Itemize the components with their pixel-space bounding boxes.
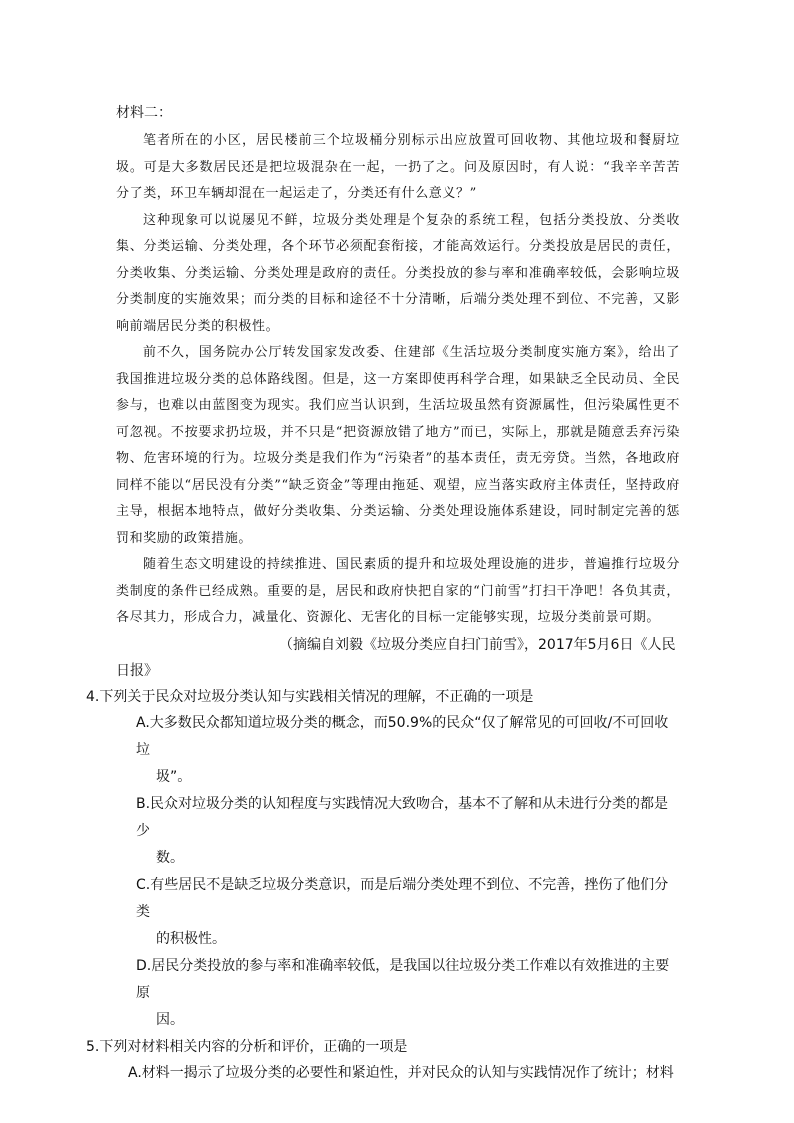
- q4-option-c: [136, 872, 680, 953]
- question-4-stem: 4.下列关于民众对垃圾分类认知与实践相关情况的理解，不正确的一项是: [86, 688, 534, 705]
- paragraph-4: 随着生态文明建设的持续推进、国民素质的提升和垃圾处理设施的进步，普遍推行垃圾分类制度的条件已经成熟。重要的是，居民和政府快把自家的“门前雪”打扫干净吧！各负其责，各尽其力，形成合力，减量化、资源化、无害化的目标一定能够实现，垃圾分类前景可期。: [116, 557, 680, 625]
- q4-option-d: [136, 953, 680, 1034]
- q4-option-c-line1: C.有些居民不是缺乏垃圾分类意识，而是后端分类处理不到位、不完善，挫伤了他们分类: [136, 876, 669, 920]
- paragraph-2: 这种现象可以说屡见不鲜，垃圾分类处理是个复杂的系统工程，包括分类投放、分类收集、分类运输、分类处理，各个环节必须配套衔接，才能高效运行。分类投放是居民的责任，分类收集、分类运输、分类处理是政府的责任。分类投放的参与率和准确率较低，会影响垃圾分类制度的实施效果；而分类的目标和途径不十分清晰，后端分类处理不到位、不完善，又影响前端居民分类的积极性。: [116, 212, 680, 334]
- q4-option-a-line1: A.大多数民众都知道垃圾分类的概念，而50.9%的民众“仅了解常见的可回收/不可回收垃: [136, 714, 669, 758]
- source-citation: （摘编自刘毅《垃圾分类应自扫门前雪》，2017年5月6日《人民日报》: [116, 636, 676, 679]
- q4-option-d-line2: 因。: [156, 1011, 184, 1028]
- q4-option-b-line2: 数。: [156, 849, 184, 866]
- material-title: 材料二：: [116, 105, 172, 121]
- question-5-stem: 5.下列对材料相关内容的分析和评价，正确的一项是: [86, 1038, 408, 1055]
- q4-option-b-line1: B.民众对垃圾分类的认知程度与实践情况大致吻合，基本不了解和从未进行分类的都是少: [136, 795, 669, 839]
- q4-option-c-line2: 的积极性。: [156, 930, 226, 947]
- q4-option-b: [136, 791, 680, 872]
- q4-option-a-line2: 圾”。: [156, 768, 192, 785]
- document-content: [86, 100, 680, 1087]
- q4-option-a: [136, 710, 680, 791]
- q5-option-a: A.材料一揭示了垃圾分类的必要性和紧迫性，并对民众的认知与实践情况作了统计；材料: [128, 1064, 674, 1081]
- paragraph-3: 前不久，国务院办公厅转发国家发改委、住建部《生活垃圾分类制度实施方案》，给出了我国推进垃圾分类的总体路线图。但是，这一方案即使再科学合理，如果缺乏全民动员、全民参与，也难以由蓝图变为现实。我们应当认识到，生活垃圾虽然有资源属性，但污染属性更不可忽视。不按要求扔垃圾，并不只是“把资源放错了地方”而已，实际上，那就是随意丢弃污染物、危害环境的行为。垃圾分类是我们作为“污染者”的基本责任，责无旁贷。当然，各地政府同样不能以“居民没有分类”“缺乏资金”等理由拖延、观望，应当落实政府主体责任，坚持政府主导，根据本地特点，做好分类收集、分类运输、分类处理设施体系建设，同时制定完善的惩罚和奖励的政策措施。: [116, 345, 680, 546]
- paragraph-1: 笔者所在的小区，居民楼前三个垃圾桶分别标示出应放置可回收物、其他垃圾和餐厨垃圾。可是大多数居民还是把垃圾混杂在一起，一扔了之。问及原因时，有人说：“我辛辛苦苦分了类，环卫车辆却混在一起运走了，分类还有什么意义？”: [116, 133, 680, 201]
- q4-option-d-line1: D.居民分类投放的参与率和准确率较低，是我国以往垃圾分类工作难以有效推进的主要原: [136, 957, 670, 1001]
